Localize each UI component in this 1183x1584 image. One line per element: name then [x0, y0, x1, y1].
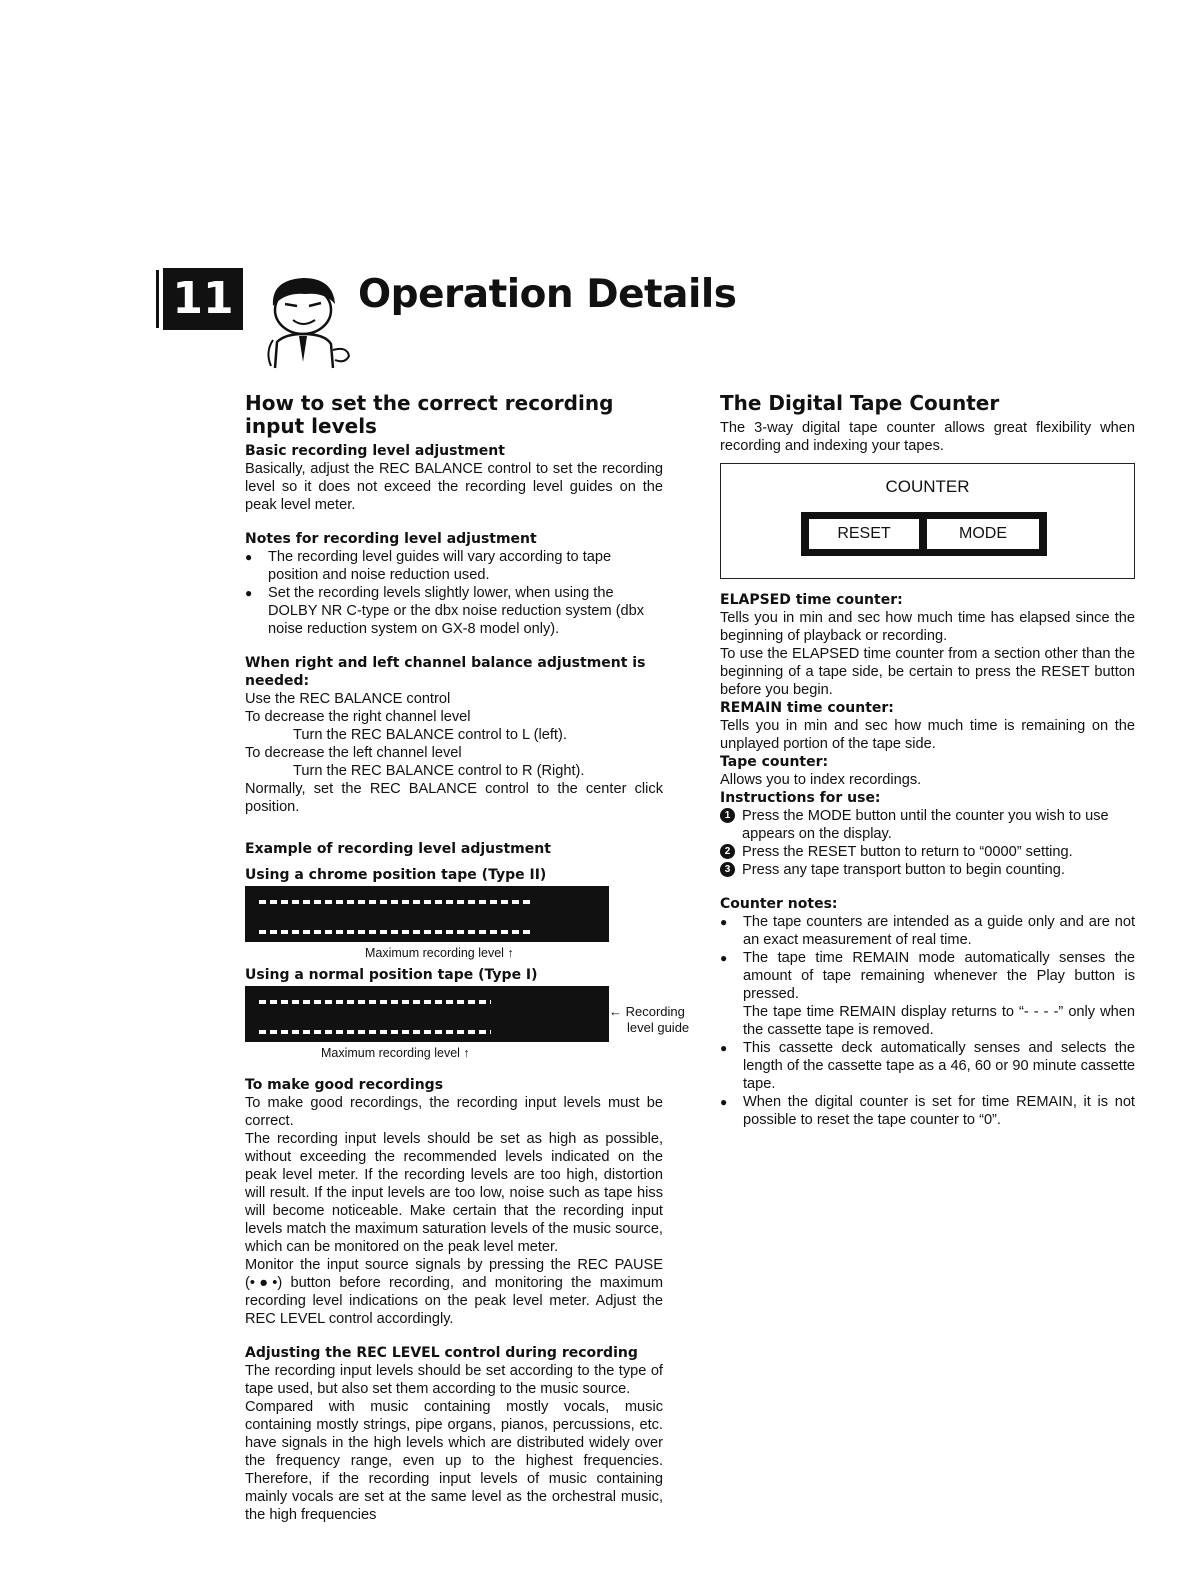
balance-line: Turn the REC BALANCE control to R (Right). — [293, 763, 585, 779]
counter-diagram — [720, 463, 1135, 579]
counter-label: COUNTER — [885, 477, 970, 496]
balance-line: Turn the REC BALANCE control to L (left). — [293, 727, 567, 743]
subheading-normal: Using a normal position tape (Type I) — [245, 967, 538, 983]
reset-button[interactable]: RESET — [809, 519, 919, 549]
balance-line: Normally, set the REC BALANCE control to the center click position. — [245, 781, 663, 815]
page-title: Operation Details — [358, 272, 737, 317]
mascot-illustration — [255, 270, 355, 370]
peak-level-meter-normal — [245, 986, 609, 1042]
basic-text: Basically, adjust the REC BALANCE control to set the recording level so it does not exceed the recording level guides on the peak level meter. — [245, 461, 663, 513]
chapter-number: 11 — [163, 268, 243, 330]
list-item: ● The tape time REMAIN mode automatically senses the amount of tape remaining whenever the Play button is pressed. The tape time REMAIN display returns to “- - - -” only when the cassette tape is removed. — [720, 949, 1135, 1039]
arrow-left-icon: ← — [609, 1004, 622, 1019]
list-item: ● The recording level guides will vary according to tape position and noise reduction used. — [245, 548, 663, 584]
chapter-bar — [156, 270, 159, 328]
balance-line: To decrease the right channel level — [245, 709, 471, 725]
adjusting-p2: Compared with music containing mostly vocals, music containing mostly strings, pipe organs, pianos, percussions, etc. have signals in the high levels which are distributed widely over the frequency range, even up to the highest frequencies. Therefore, if the recording input levels of music containing mainly vocals are set at the same level as the orchestral music, the high frequencies — [245, 1399, 663, 1523]
list-item: ● Set the recording levels slightly lower, when using the DOLBY NR C-type or the dbx noise reduction system (dbx noise reduction system on GX-8 model only). — [245, 584, 663, 638]
step-number-icon: 1 — [720, 808, 735, 823]
left-column — [245, 391, 690, 1524]
right-column — [720, 392, 1135, 1129]
adjusting-p1: The recording input levels should be set according to the type of tape used, but also set them according to the music source. — [245, 1363, 663, 1397]
chrome-meter-figure — [245, 884, 663, 966]
list-item: ● When the digital counter is set for time REMAIN, it is not possible to reset the tape counter to “0”. — [720, 1093, 1135, 1129]
counter-intro: The 3-way digital tape counter allows great flexibility when recording and indexing your tapes. — [720, 420, 1135, 454]
section-heading-recording-levels: How to set the correct recording input levels — [245, 391, 614, 438]
mode-button[interactable]: MODE — [927, 519, 1039, 549]
normal-meter-figure — [245, 984, 690, 1076]
section-heading-counter: The Digital Tape Counter — [720, 391, 1000, 415]
instruction-steps — [720, 807, 1135, 879]
subheading-tape-counter: Tape counter: — [720, 754, 829, 770]
balance-line: To decrease the left channel level — [245, 745, 462, 761]
elapsed-p1: Tells you in min and sec how much time has elapsed since the beginning of playback or recording. — [720, 610, 1135, 644]
max-level-caption-normal: Maximum recording level ↑ — [321, 1046, 470, 1060]
arrow-up-icon: ↑ — [507, 946, 514, 960]
notes-list — [245, 548, 663, 638]
tape-p1: Allows you to index recordings. — [720, 772, 922, 788]
subheading-counter-notes: Counter notes: — [720, 896, 838, 912]
remain-p1: Tells you in min and sec how much time is remaining on the unplayed portion of the tape side. — [720, 718, 1135, 752]
good-p2: The recording input levels should be set as high as possible, without exceeding the recommended levels indicated on the peak level meter. If the recording levels are too high, distortion will result. If the input levels are too low, noise such as tape hiss will become noticeable. Make certain that the recording input levels match the maximum saturation levels of the music source, which can be monitored on the peak level meter. — [245, 1131, 663, 1255]
arrow-up-icon: ↑ — [463, 1046, 470, 1060]
subheading-balance: When right and left channel balance adjustment is needed: — [245, 655, 646, 689]
subheading-remain: REMAIN time counter: — [720, 700, 894, 716]
subheading-chrome: Using a chrome position tape (Type II) — [245, 867, 547, 883]
subheading-adjusting: Adjusting the REC LEVEL control during recording — [245, 1345, 638, 1361]
step-number-icon: 2 — [720, 844, 735, 859]
list-item: ● This cassette deck automatically senses and selects the length of the cassette tape as a 46, 60 or 90 minute cassette tape. — [720, 1039, 1135, 1093]
counter-notes-list — [720, 913, 1135, 1129]
recording-level-guide-label: ← Recording level guide — [609, 1004, 690, 1035]
list-item: ● The tape counters are intended as a guide only and are not an exact measurement of real time. — [720, 913, 1135, 949]
peak-level-meter-chrome — [245, 886, 609, 942]
balance-line: Use the REC BALANCE control — [245, 691, 451, 707]
good-p3: Monitor the input source signals by pressing the REC PAUSE (•●•) button before recording, and monitoring the maximum recording level indications on the peak level meter. Adjust the REC LEVEL control accordingly. — [245, 1257, 663, 1327]
max-level-caption-chrome: Maximum recording level ↑ — [365, 946, 514, 960]
subheading-example: Example of recording level adjustment — [245, 841, 551, 857]
subheading-elapsed: ELAPSED time counter: — [720, 592, 903, 608]
good-p1: To make good recordings, the recording input levels must be correct. — [245, 1095, 663, 1129]
subheading-basic: Basic recording level adjustment — [245, 443, 505, 459]
subheading-instructions: Instructions for use: — [720, 790, 881, 806]
list-item: 3 Press any tape transport button to begin counting. — [720, 861, 1135, 879]
elapsed-p2: To use the ELAPSED time counter from a section other than the beginning of a tape side, be certain to press the RESET button before you begin. — [720, 646, 1135, 698]
list-item: 2 Press the RESET button to return to “0000” setting. — [720, 843, 1135, 861]
list-item: 1 Press the MODE button until the counter you wish to use appears on the display. — [720, 807, 1135, 843]
subheading-notes: Notes for recording level adjustment — [245, 531, 537, 547]
step-number-icon: 3 — [720, 862, 735, 877]
counter-button-panel — [801, 512, 1047, 556]
subheading-good-recordings: To make good recordings — [245, 1077, 444, 1093]
